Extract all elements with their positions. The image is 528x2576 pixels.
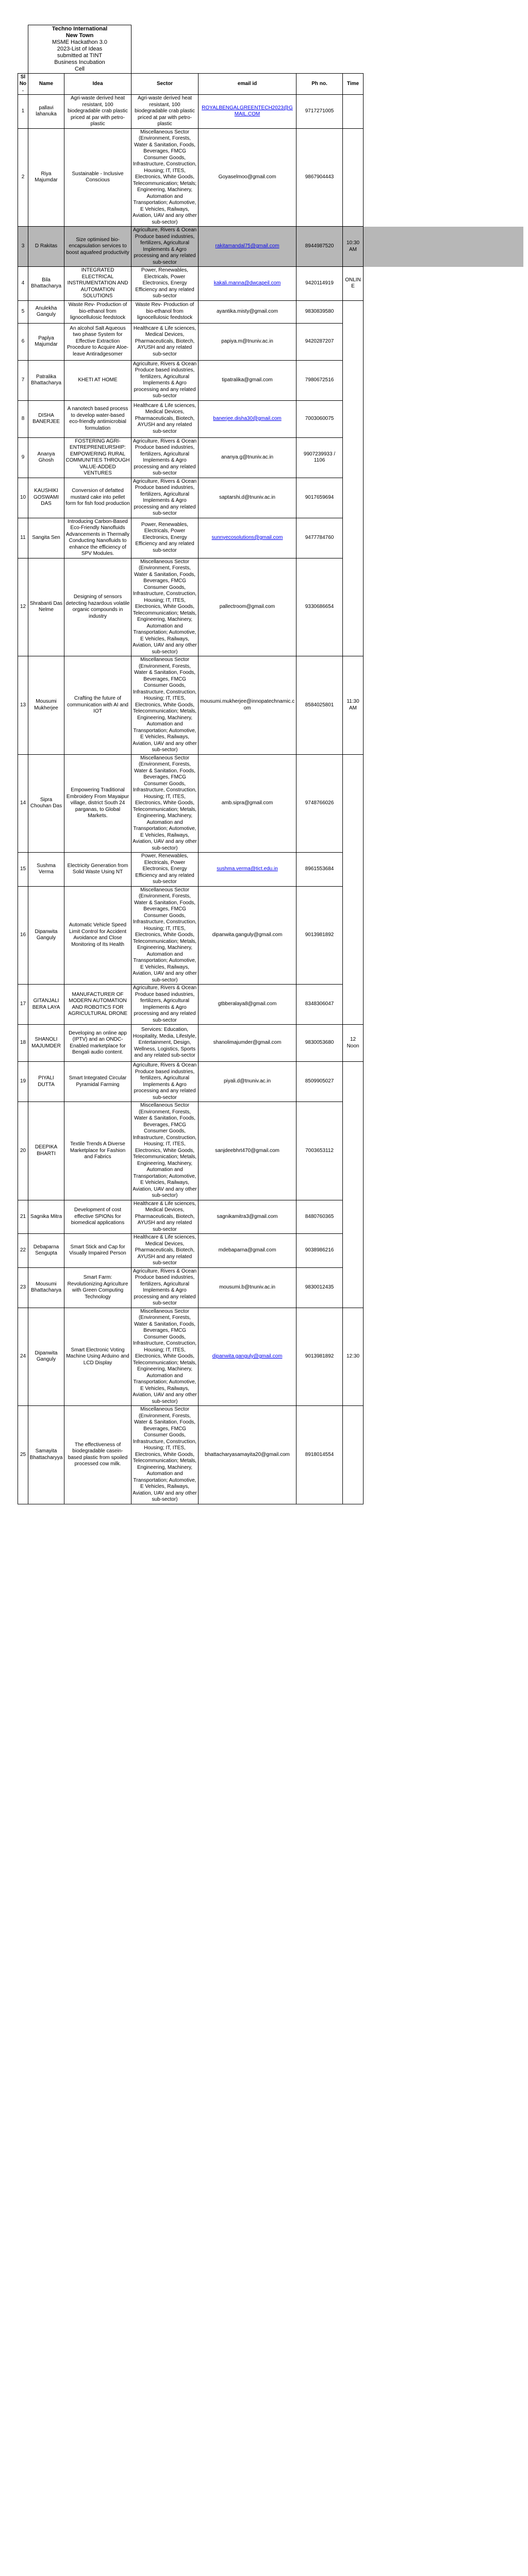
cell-sector: Agriculture, Rivers & Ocean Produce based industries, fertilizers, Agricultural Implements & Agro processing and any related sub-sector: [131, 227, 199, 267]
email-link[interactable]: banerjee.disha30@gmail.com: [213, 415, 282, 421]
cell-phone: 9830839580: [296, 300, 343, 323]
cell-time: [343, 300, 364, 656]
cell-idea: KHETI AT HOME: [64, 360, 131, 400]
cell-name: DEEPIKA BHARTI: [28, 1102, 64, 1200]
cell-name: KAUSHIKI GOSWAMI DAS: [28, 478, 64, 518]
table-row: [18, 300, 523, 323]
cell-sl: 19: [18, 1062, 28, 1102]
cell-time: 12:30: [343, 1308, 364, 1406]
cell-sector: Services: Education, Hospitality, Media, Lifestyle, Entertainment, Design, Wellness, Logistics, Sports and any related sub-sector: [131, 1025, 199, 1062]
cell-phone: 7003060075: [296, 400, 343, 437]
header-phone: Ph no.: [296, 74, 343, 95]
table-row: [18, 1062, 523, 1102]
table-row: [18, 267, 523, 301]
cell-time: [343, 1406, 364, 1504]
cell-email: pallectroom@gmail.com: [199, 558, 296, 656]
cell-name: Patralika Bhattacharya: [28, 360, 64, 400]
cell-email[interactable]: [199, 1308, 296, 1406]
cell-time: ONLINE: [343, 267, 364, 301]
cell-sector: Power, Renewables, Electricals, Power Electronics, Energy Efficiency and any related sub-sector: [131, 267, 199, 301]
cell-sector: Agriculture, Rivers & Ocean Produce based industries, fertilizers, Agricultural Implements & Agro processing and any related sub-sector: [131, 1267, 199, 1308]
title-line: 2023-List of Ideas: [57, 46, 103, 52]
email-link[interactable]: kakali.manna@dwcapeil.com: [213, 280, 281, 286]
cell-phone: 7003653112: [296, 1102, 343, 1200]
table-row: [18, 400, 523, 437]
title-line: MSME Hackathon 3.0: [52, 39, 107, 45]
cell-phone: 9907239933 / 1106: [296, 437, 343, 478]
cell-phone: 8944987520: [296, 227, 343, 267]
cell-sector: Healthcare & Life sciences, Medical Devices, Pharmaceuticals, Biotech, AYUSH and any related sub-sector: [131, 400, 199, 437]
cell-idea: Agri-waste derived heat resistant, 100 biodegradable crab plastic priced at par with petro-plastic: [64, 95, 131, 129]
cell-sl: 9: [18, 437, 28, 478]
cell-sl: 2: [18, 128, 28, 227]
cell-sl: 5: [18, 300, 28, 323]
cell-idea: Waste Rev- Production of bio-ethanol from lignocellulosic feedstock: [64, 300, 131, 323]
cell-sector: Agriculture, Rivers & Ocean Produce based industries, fertilizers, Agricultural Implements & Agro processing and any related sub-sector: [131, 478, 199, 518]
cell-email: amb.sipra@gmail.com: [199, 754, 296, 853]
cell-idea: The effectiveness of biodegradable casein-based plastic from spoiled processed cow milk.: [64, 1406, 131, 1504]
header-idea: Idea: [64, 74, 131, 95]
cell-sector: Miscellaneous Sector (Environment, Forests, Water & Sanitation, Foods, Beverages, FMCG Consumer Goods, Infrastructure, Construction, Housing; IT, ITES, Electronics, White Goods, Telecommunication; Metals; Engineering, Machinery, Automation and Transportation; Automotive, E Vehicles, Railways, Aviation, UAV and any other sub-sector): [131, 128, 199, 227]
table-row: [18, 656, 523, 755]
header-row: [18, 74, 523, 95]
cell-sector: Waste Rev- Production of bio-ethanol from lignocellulosic feedstock: [131, 300, 199, 323]
cell-time: [343, 1062, 364, 1308]
cell-sl: 8: [18, 400, 28, 437]
cell-idea: Designing of sensors detecting hazardous volatile organic compounds in industry: [64, 558, 131, 656]
cell-sector: Healthcare & Life sciences, Medical Devices, Pharmaceuticals, Biotech, AYUSH and any related sub-sector: [131, 1234, 199, 1268]
table-row: [18, 227, 523, 267]
cell-name: Sagnika Mitra: [28, 1200, 64, 1234]
table-row: [18, 1234, 523, 1268]
cell-name: Mousumi Mukherjee: [28, 656, 64, 755]
cell-name: Bila Bhattacharya: [28, 267, 64, 301]
cell-idea: Introducing Carbon-Based Eco-Friendly Nanofluids Advancements in Thermally Conducting Nanofluids to enhance the efficiency of SPV Modules.: [64, 518, 131, 558]
email-link[interactable]: rakitamandal75@gmail.com: [215, 243, 279, 249]
cell-name: pallavi lahanuka: [28, 95, 64, 129]
cell-time: 12 Noon: [343, 1025, 364, 1062]
cell-idea: Crafting the future of communication with AI and IOT: [64, 656, 131, 755]
cell-name: Sipra Chouhan Das: [28, 754, 64, 853]
cell-name: Ananya Ghosh: [28, 437, 64, 478]
cell-phone: 9420114919: [296, 267, 343, 301]
table-row: [18, 437, 523, 478]
title-line: Cell: [75, 66, 85, 72]
table-row: [18, 1406, 523, 1504]
cell-sl: 3: [18, 227, 28, 267]
cell-phone: 9477784760: [296, 518, 343, 558]
cell-idea: An alcohol Salt Aqueous two phase System for Effective Extraction Procedure to Acquire Aloe-leave Antiradgesomer: [64, 323, 131, 360]
cell-phone: 9717271005: [296, 95, 343, 129]
cell-sl: 4: [18, 267, 28, 301]
table-row: [18, 518, 523, 558]
cell-sl: 16: [18, 886, 28, 985]
cell-email: dipanwita.ganguly@gmail.com: [199, 886, 296, 985]
cell-idea: MANUFACTURER OF MODERN AUTOMATION AND ROBOTICS FOR AGRICULTURAL DRONE: [64, 985, 131, 1025]
cell-email: bhattacharyasamayita20@gmail.com: [199, 1406, 296, 1504]
cell-sector: Power, Renewables, Electricals, Power Electronics, Energy Efficiency and any related sub-sector: [131, 518, 199, 558]
cell-name: Anulekha Ganguly: [28, 300, 64, 323]
cell-sl: 23: [18, 1267, 28, 1308]
cell-name: Riya Majumdar: [28, 128, 64, 227]
cell-sl: 21: [18, 1200, 28, 1234]
header-name: Name: [28, 74, 64, 95]
header-sl: Sl No.: [18, 74, 28, 95]
cell-phone: 9330686654: [296, 558, 343, 656]
cell-phone: 9017659694: [296, 478, 343, 518]
cell-phone: 8584025801: [296, 656, 343, 755]
cell-name: Mousumi Bhattacharya: [28, 1267, 64, 1308]
cell-email: papiya.m@tnuniv.ac.in: [199, 323, 296, 360]
cell-email: gtbberalaya8@gmail.com: [199, 985, 296, 1025]
cell-sl: 10: [18, 478, 28, 518]
cell-name: Sushma Verma: [28, 853, 64, 887]
cell-name: Paplya Majumdar: [28, 323, 64, 360]
table-row: [18, 478, 523, 518]
cell-idea: Developing an online app (IPTV) and an ONDC-Enabled marketplace for Bengali audio content.: [64, 1025, 131, 1062]
cell-sector: Healthcare & Life sciences, Medical Devices, Pharmaceuticals, Biotech, AYUSH and any related sub-sector: [131, 323, 199, 360]
cell-email: ayantika.misty@gmail.com: [199, 300, 296, 323]
cell-sector: Agriculture, Rivers & Ocean Produce based industries, fertilizers, Agricultural Implements & Agro processing and any related sub-sector: [131, 437, 199, 478]
header-sector: Sector: [131, 74, 199, 95]
cell-name: GITANJALI BERA LAYA: [28, 985, 64, 1025]
cell-phone: 9867904443: [296, 128, 343, 227]
cell-name: Dipanwita Ganguly: [28, 886, 64, 985]
cell-phone: 8918014554: [296, 1406, 343, 1504]
table-row: [18, 1267, 523, 1308]
cell-idea: Textile Trends A Diverse Marketplace for Fashion and Fabrics: [64, 1102, 131, 1200]
email-link[interactable]: ROYALBENGALGREENTECH2023@GMAIL.COM: [202, 105, 293, 117]
cell-time: 10:30 AM: [343, 227, 364, 267]
cell-name: D Rakitas: [28, 227, 64, 267]
cell-idea: Smart Stick and Cap for Visually Impaired Person: [64, 1234, 131, 1268]
cell-email[interactable]: [199, 400, 296, 437]
cell-sector: Agriculture, Rivers & Ocean Produce based industries, fertilizers, Agricultural Implements & Agro processing and any related sub-sector: [131, 985, 199, 1025]
table-row: [18, 1200, 523, 1234]
cell-phone: 8509905027: [296, 1062, 343, 1102]
cell-email[interactable]: [199, 227, 296, 267]
cell-sl: 13: [18, 656, 28, 755]
table-row: [18, 128, 523, 227]
cell-idea: Smart Electronic Voting Machine Using Arduino and LCD Display: [64, 1308, 131, 1406]
cell-phone: 9830012435: [296, 1267, 343, 1308]
table-row: [18, 1025, 523, 1062]
cell-phone: 9013981892: [296, 1308, 343, 1406]
cell-email[interactable]: [199, 518, 296, 558]
cell-email: Goyaselmoo@gmail.com: [199, 128, 296, 227]
cell-email: shanolimajumder@gmail.com: [199, 1025, 296, 1062]
cell-idea: Smart Integrated Circular Pyramidal Farming: [64, 1062, 131, 1102]
table-row: [18, 886, 523, 985]
table-row: [18, 558, 523, 656]
header-time: Time: [343, 74, 364, 95]
table-row: [18, 853, 523, 887]
cell-sl: 20: [18, 1102, 28, 1200]
cell-idea: Sustainable - Inclusive Conscious: [64, 128, 131, 227]
table-row: [18, 1308, 523, 1406]
cell-name: Dipanwita Ganguly: [28, 1308, 64, 1406]
cell-phone: 9748766026: [296, 754, 343, 853]
title-row: [18, 25, 523, 74]
cell-email[interactable]: [199, 853, 296, 887]
cell-phone: 9420287207: [296, 323, 343, 360]
cell-sl: 18: [18, 1025, 28, 1062]
cell-idea: Automatic Vehicle Speed Limit Control for Accident Avoidance and Close Monitoring of Its Health: [64, 886, 131, 985]
cell-sector: Miscellaneous Sector (Environment, Forests, Water & Sanitation, Foods, Beverages, FMCG Consumer Goods, Infrastructure, Construction, Housing; IT, ITES, Electronics, White Goods, Telecommunication; Metals, Engineering, Machinery, Automation and Transportation; Automotive, E Vehicles, Railways, Aviation, UAV and any other sub-sector): [131, 754, 199, 853]
cell-sector: Healthcare & Life sciences, Medical Devices, Pharmaceuticals, Biotech, AYUSH and any related sub-sector: [131, 1200, 199, 1234]
title-line: submitted at TINT: [57, 53, 103, 59]
cell-email: tipatralika@gmail.com: [199, 360, 296, 400]
cell-email: mousumi.mukherjee@innopatechnamic.com: [199, 656, 296, 755]
cell-sl: 17: [18, 985, 28, 1025]
cell-phone: 8961553684: [296, 853, 343, 887]
cell-sl: 22: [18, 1234, 28, 1268]
title-line: Techno International: [52, 26, 108, 32]
cell-email[interactable]: [199, 95, 296, 129]
cell-name: Sangita Sen: [28, 518, 64, 558]
cell-sl: 15: [18, 853, 28, 887]
cell-phone: 7980672516: [296, 360, 343, 400]
cell-sl: 11: [18, 518, 28, 558]
title-line: Business Incubation: [54, 59, 105, 65]
cell-email: mousumi.b@tnuniv.ac.in: [199, 1267, 296, 1308]
cell-sl: 6: [18, 323, 28, 360]
cell-sector: Miscellaneous Sector (Environment, Forests, Water & Sanitation, Foods, Beverages, FMCG Consumer Goods, Infrastructure, Construction, Housing; IT, ITES, Electronics, White Goods, Telecommunication; Metals, Engineering, Machinery, Automation and Transportation; Automotive, E Vehicles, Railways, Aviation, UAV and any other sub-sector): [131, 1406, 199, 1504]
cell-idea: Electricity Generation from Solid Waste Using NT: [64, 853, 131, 887]
cell-phone: 8348306047: [296, 985, 343, 1025]
table-row: [18, 95, 523, 129]
cell-sector: Miscellaneous Sector (Environment, Forests, Water & Sanitation, Foods, Beverages, FMCG Consumer Goods, Infrastructure, Construction, Housing; IT, ITES, Electronics, White Goods, Telecommunication; Metals, Engineering, Machinery, Automation and Transportation; Automotive, E Vehicles, Railways, Aviation, UAV and any other sub-sector): [131, 558, 199, 656]
cell-sl: 14: [18, 754, 28, 853]
cell-idea: Empowering Traditional Embroidery From Mayaipur village, district South 24 parganas, to Global Markets.: [64, 754, 131, 853]
cell-sl: 12: [18, 558, 28, 656]
cell-phone: 8480760365: [296, 1200, 343, 1234]
cell-idea: FOSTERING AGRI-ENTREPRENEURSHIP: EMPOWERING RURAL COMMUNITIES THROUGH VALUE-ADDED VENTURES: [64, 437, 131, 478]
ideas-sheet: [18, 25, 523, 1504]
cell-name: DISHA BANERJEE: [28, 400, 64, 437]
table-row: [18, 985, 523, 1025]
cell-email: mdebaparna@gmail.com: [199, 1234, 296, 1268]
cell-idea: A nanotech based process to develop water-based eco-friendly antimicrobial formulation: [64, 400, 131, 437]
sheet-title: [28, 25, 131, 74]
cell-phone: 9830053680: [296, 1025, 343, 1062]
cell-name: Debaparna Sengupta: [28, 1234, 64, 1268]
cell-idea: Smart Farm: Revolutionizing Agriculture with Green Computing Technology: [64, 1267, 131, 1308]
cell-sl: 1: [18, 95, 28, 129]
ideas-table: [18, 25, 523, 1504]
cell-email: piyali.d@tnuniv.ac.in: [199, 1062, 296, 1102]
cell-phone: 9013981892: [296, 886, 343, 985]
cell-phone: 9038986216: [296, 1234, 343, 1268]
table-row: [18, 754, 523, 853]
cell-name: SHANOLI MAJUMDER: [28, 1025, 64, 1062]
cell-email: ananya.g@tnuniv.ac.in: [199, 437, 296, 478]
cell-sl: 7: [18, 360, 28, 400]
header-email: email id: [199, 74, 296, 95]
cell-sector: Miscellaneous Sector (Environment, Forests, Water & Sanitation, Foods, Beverages, FMCG Consumer Goods, Infrastructure, Construction, Housing; IT, ITES, Electronics, White Goods, Telecommunication; Metals, Engineering, Machinery, Automation and Transportation; Automotive, E Vehicles, Railways, Aviation, UAV and any other sub-sector): [131, 886, 199, 985]
cell-time: 11:30 AM: [343, 656, 364, 755]
cell-email: sanjdeebhrt470@gmail.com: [199, 1102, 296, 1200]
email-link[interactable]: dipanwita.ganguly@gmail.com: [212, 1353, 283, 1359]
cell-sector: Miscellaneous Sector (Environment, Forests, Water & Sanitation, Foods, Beverages, FMCG Consumer Goods, Infrastructure, Construction, Housing; IT, ITES, Electronics, White Goods, Telecommunication; Metals, Engineering, Machinery, Automation and Transportation; Automotive, E Vehicles, Railways, Aviation, UAV and any other sub-sector): [131, 1102, 199, 1200]
table-row: [18, 360, 523, 400]
cell-time: [343, 754, 364, 1025]
cell-sector: Agriculture, Rivers & Ocean Produce based industries, fertilizers, Agricultural Implements & Agro processing and any related sub-sector: [131, 360, 199, 400]
cell-email: saptarshi.d@tnuniv.ac.in: [199, 478, 296, 518]
title-line: New Town: [65, 32, 94, 39]
table-row: [18, 1102, 523, 1200]
cell-name: PIYALI DUTTA: [28, 1062, 64, 1102]
email-link[interactable]: sushma.verma@tict.edu.in: [217, 866, 278, 872]
cell-sector: Miscellaneous Sector (Environment, Forests, Water & Sanitation, Foods, Beverages, FMCG Consumer Goods, Infrastructure, Construction, Housing; IT, ITES, Electronics, White Goods, Telecommunication; Metals, Engineering, Machinery, Automation and Transportation; Automotive, E Vehicles, Railways, Aviation, UAV and any other sub-sector): [131, 656, 199, 755]
cell-email: sagnikamitra3@gmail.com: [199, 1200, 296, 1234]
cell-idea: Development of cost effective SPIONs for biomedical applications: [64, 1200, 131, 1234]
cell-time: [343, 95, 364, 129]
cell-sector: Agri-waste derived heat resistant, 100 biodegradable crab plastic priced at par with petro-plastic: [131, 95, 199, 129]
cell-sector: Miscellaneous Sector (Environment, Forests, Water & Sanitation, Foods, Beverages, FMCG Consumer Goods, Infrastructure, Construction, Housing; IT, ITES, Electronics, White Goods, Telecommunication; Metals, Engineering, Machinery, Automation and Transportation; Automotive, E Vehicles, Railways, Aviation, UAV and any other sub-sector): [131, 1308, 199, 1406]
cell-idea: INTEGRATED ELECTRICAL INSTRUMENTATION AND AUTOMATION SOLUTIONS: [64, 267, 131, 301]
cell-sl: 24: [18, 1308, 28, 1406]
cell-idea: Conversion of defatted mustard cake into pellet form for fish food production: [64, 478, 131, 518]
cell-sector: Power, Renewables, Electricals, Power Electronics, Energy Efficiency and any related sub-sector: [131, 853, 199, 887]
email-link[interactable]: sunnyecosolutions@gmail.com: [211, 534, 283, 540]
cell-sector: Agriculture, Rivers & Ocean Produce based industries, fertilizers, Agricultural Implements & Agro processing and any related sub-sector: [131, 1062, 199, 1102]
cell-time: [343, 128, 364, 227]
cell-email[interactable]: [199, 267, 296, 301]
cell-name: Shrabanti Das Nelme: [28, 558, 64, 656]
cell-sl: 25: [18, 1406, 28, 1504]
cell-name: Samayita Bhattacharyya: [28, 1406, 64, 1504]
table-row: [18, 323, 523, 360]
cell-idea: Size optimised bio-encapsulation services to boost aquafeed productivity: [64, 227, 131, 267]
